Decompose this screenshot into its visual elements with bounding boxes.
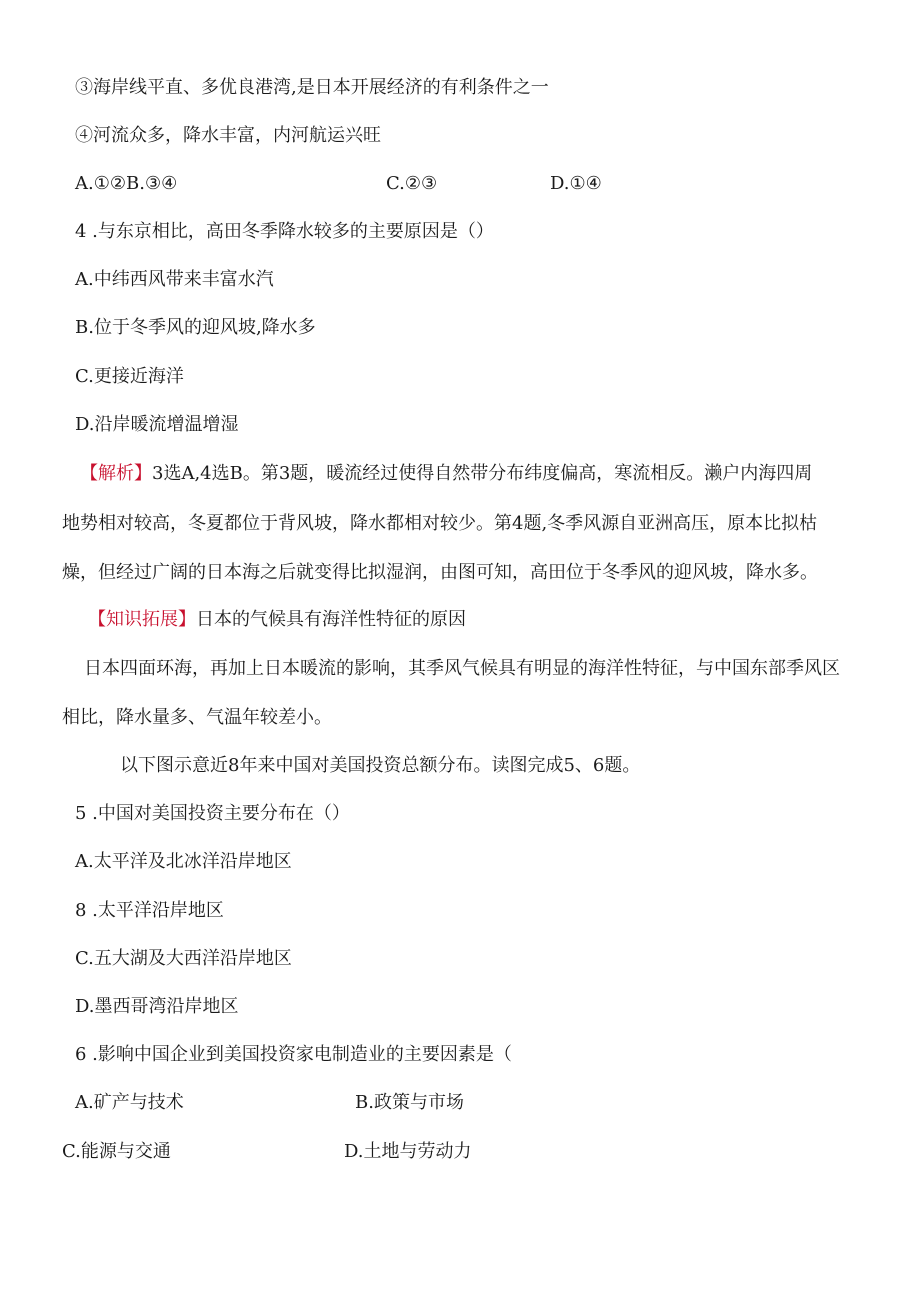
q6-option-b: B.政策与市场 xyxy=(355,1092,464,1113)
q5-option-d: D.墨西哥湾沿岸地区 xyxy=(75,996,239,1017)
question-5: 5 .中国对美国投资主要分布在（） xyxy=(75,803,350,824)
knowledge-line-2: 相比，降水量多、气温年较差小。 xyxy=(62,707,332,728)
q5-option-a: A.太平洋及北冰洋沿岸地区 xyxy=(75,851,292,872)
q6-option-c: C.能源与交通 xyxy=(62,1141,171,1162)
analysis-tag: 【解析】 xyxy=(80,463,152,484)
figure-intro: 以下图示意近8年来中国对美国投资总额分布。读图完成5、6题。 xyxy=(120,755,641,776)
knowledge-heading xyxy=(88,608,466,632)
knowledge-tag: 【知识拓展】 xyxy=(88,609,196,630)
analysis-line-3: 燥，但经过广阔的日本海之后就变得比拟湿润，由图可知，高田位于冬季风的迎风坡，降水多。 xyxy=(62,562,818,583)
question-6: 6 .影响中国企业到美国投资家电制造业的主要因素是（ xyxy=(75,1044,512,1065)
question-4: 4 .与东京相比，高田冬季降水较多的主要原因是（） xyxy=(75,221,494,242)
q3-option-ab: A.①②B.③④ xyxy=(75,173,178,194)
statement-3: ③海岸线平直、多优良港湾,是日本开展经济的有利条件之一 xyxy=(75,77,549,98)
knowledge-title: 日本的气候具有海洋性特征的原因 xyxy=(196,609,466,630)
q5-option-c: C.五大湖及大西洋沿岸地区 xyxy=(75,948,292,969)
q4-option-c: C.更接近海洋 xyxy=(75,366,184,387)
statement-4: ④河流众多，降水丰富，内河航运兴旺 xyxy=(75,125,381,146)
analysis-line-1 xyxy=(80,462,812,486)
q5-option-b: 8 .太平洋沿岸地区 xyxy=(75,900,224,921)
q6-option-d: D.土地与劳动力 xyxy=(344,1141,472,1162)
q6-option-a: A.矿产与技术 xyxy=(75,1092,184,1113)
analysis-line-2: 地势相对较高，冬夏都位于背风坡，降水都相对较少。第4题,冬季风源自亚洲高压，原本比拟枯 xyxy=(62,513,818,534)
q3-option-c: C.②③ xyxy=(386,173,438,194)
q3-option-d: D.①④ xyxy=(550,173,602,194)
q4-option-d: D.沿岸暖流增温增湿 xyxy=(75,414,239,435)
q4-option-b: B.位于冬季风的迎风坡,降水多 xyxy=(75,317,316,338)
knowledge-line-1: 日本四面环海，再加上日本暖流的影响，其季风气候具有明显的海洋性特征，与中国东部季风区 xyxy=(84,658,840,679)
q4-option-a: A.中纬西风带来丰富水汽 xyxy=(75,269,274,290)
analysis-text-1: 3选A,4选B。第3题，暖流经过使得自然带分布纬度偏高，寒流相反。濑户内海四周 xyxy=(152,463,813,484)
